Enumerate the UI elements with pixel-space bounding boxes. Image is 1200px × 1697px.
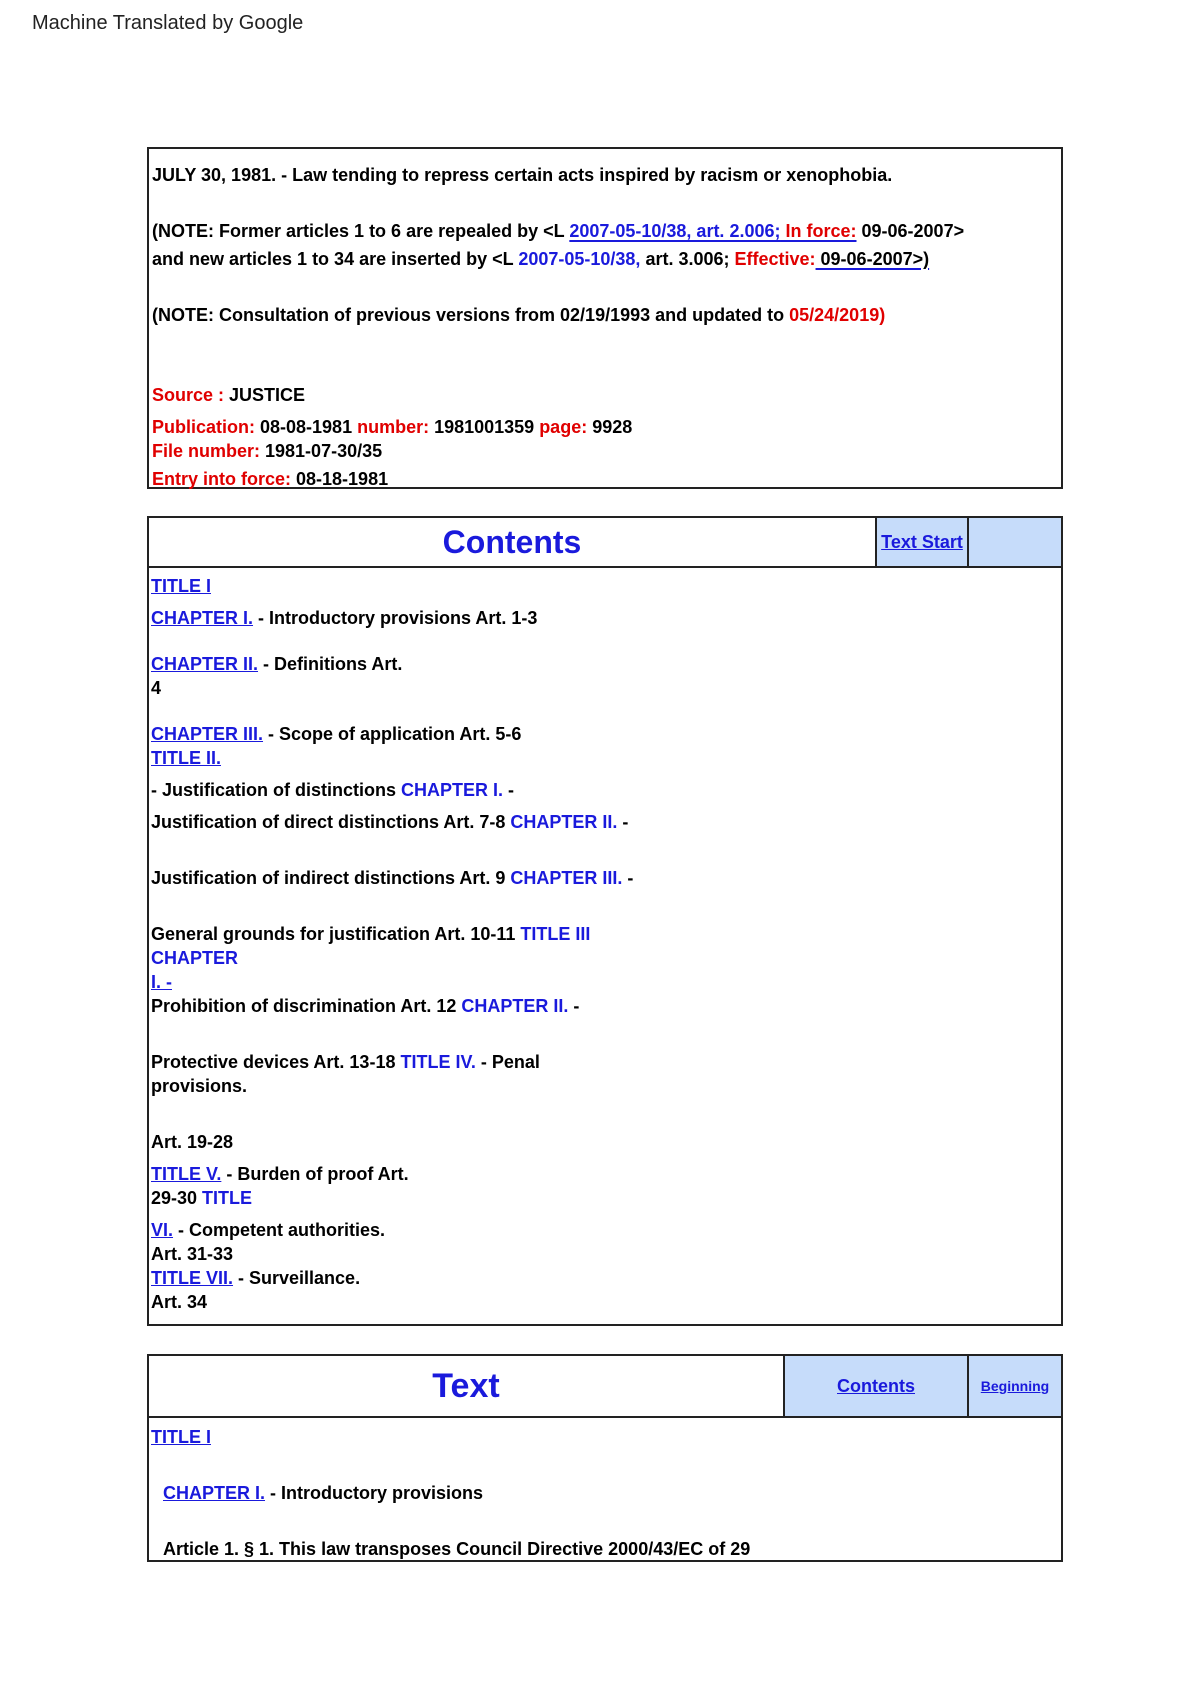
note-law-link-2[interactable]: 2007-05-10/38, [518, 249, 641, 269]
note-insert: and new articles 1 to 34 are inserted by <L 2007-05-10/38, art. 3.006; Effective: 09-06-2007>) [152, 249, 930, 269]
toc-title-1[interactable]: TITLE I [151, 576, 211, 596]
toc-chapter-1-3[interactable]: CHAPTER III. [151, 724, 264, 744]
contents-header [149, 518, 1061, 568]
toc-title-6[interactable]: TITLE [202, 1188, 253, 1208]
text-body: TITLE I CHAPTER I. - Introductory provisions Article 1. § 1. This law transposes Council Directive 2000/43/EC of 29 [151, 1427, 751, 1559]
toc-chapter-2-1[interactable]: CHAPTER I. [401, 780, 504, 800]
publication-line: Publication: 08-08-1981 number: 1981001359 page: 9928 [152, 417, 633, 437]
beginning-link[interactable]: Beginning [967, 1356, 1061, 1416]
text-start-link[interactable]: Text Start [875, 518, 967, 566]
toc-chapter-3-2[interactable]: CHAPTER II. [461, 996, 569, 1016]
toc-title-2[interactable]: TITLE II. [151, 748, 221, 768]
text-title-1[interactable]: TITLE I [151, 1427, 211, 1447]
text-box [147, 1354, 1063, 1562]
toc-title-5[interactable]: TITLE V. [151, 1164, 222, 1184]
text-title: Text [432, 1367, 500, 1405]
contents-link[interactable]: Contents [783, 1356, 967, 1416]
file-number-line: File number: 1981-07-30/35 [152, 441, 383, 461]
note-repeal: (NOTE: Former articles 1 to 6 are repealed by <L 2007-05-10/38, art. 2.006; In force: 09-06-2007> [152, 221, 965, 241]
note-law-link-1[interactable]: 2007-05-10/38, art. 2.006; [569, 221, 781, 241]
law-title: JULY 30, 1981. - Law tending to repress certain acts inspired by racism or xenophobia. [152, 165, 893, 185]
article-1: Article 1. § 1. This law transposes Council Directive 2000/43/EC of 29 [163, 1539, 751, 1559]
toc-chapter-1-2[interactable]: CHAPTER II. [151, 654, 259, 674]
entry-into-force-line: Entry into force: 08-18-1981 [152, 469, 389, 489]
toc-chapter-2-2[interactable]: CHAPTER II. [510, 812, 618, 832]
law-metadata-box [147, 147, 1063, 489]
source-line: Source : JUSTICE [152, 385, 306, 405]
contents-title: Contents [442, 524, 582, 560]
contents-nav-empty-link[interactable] [967, 518, 1061, 566]
text-chapter-1[interactable]: CHAPTER I. [163, 1483, 266, 1503]
toc-chapter-2-3[interactable]: CHAPTER III. [510, 868, 623, 888]
toc-title-3[interactable]: TITLE III [520, 924, 591, 944]
toc-title-7[interactable]: TITLE VII. [151, 1268, 234, 1288]
contents-box [147, 516, 1063, 1326]
text-header [149, 1356, 1061, 1418]
contents-list: TITLE I CHAPTER I. - Introductory provisions Art. 1-3 CHAPTER II. - Definitions Art. 4 CHAPTER III. - Scope of application Art. 5-6 TITLE II. - Justification of distinctions CHAPTER I. - Justification of direct distinctions Art. 7-8 CHAPTER II. - Justification of indirect distinctions Art. 9 CHAPTER III. - General grounds for justification Art. 10-11 TITLE III CHAPTER I. - Prohibition of discrimination Art. 12 CHAPTER II. - Protective devices Art. 13-18 TITLE IV. - Penal provisions. Art. 19-28 TITLE V. - Burden of proof Art. 29-30 TITLE VI. - Competent authorities. Art. 31-33 TITLE VII. - Surveillance. Art. 34 [151, 576, 634, 1312]
toc-chapter-3-1[interactable]: CHAPTER [151, 948, 239, 968]
note-consultation: (NOTE: Consultation of previous versions from 02/19/1993 and updated to 05/24/2019) [152, 305, 886, 325]
toc-chapter-1-1[interactable]: CHAPTER I. [151, 608, 254, 628]
machine-translation-banner: Machine Translated by Google [32, 12, 304, 34]
toc-title-4[interactable]: TITLE IV. [400, 1052, 476, 1072]
